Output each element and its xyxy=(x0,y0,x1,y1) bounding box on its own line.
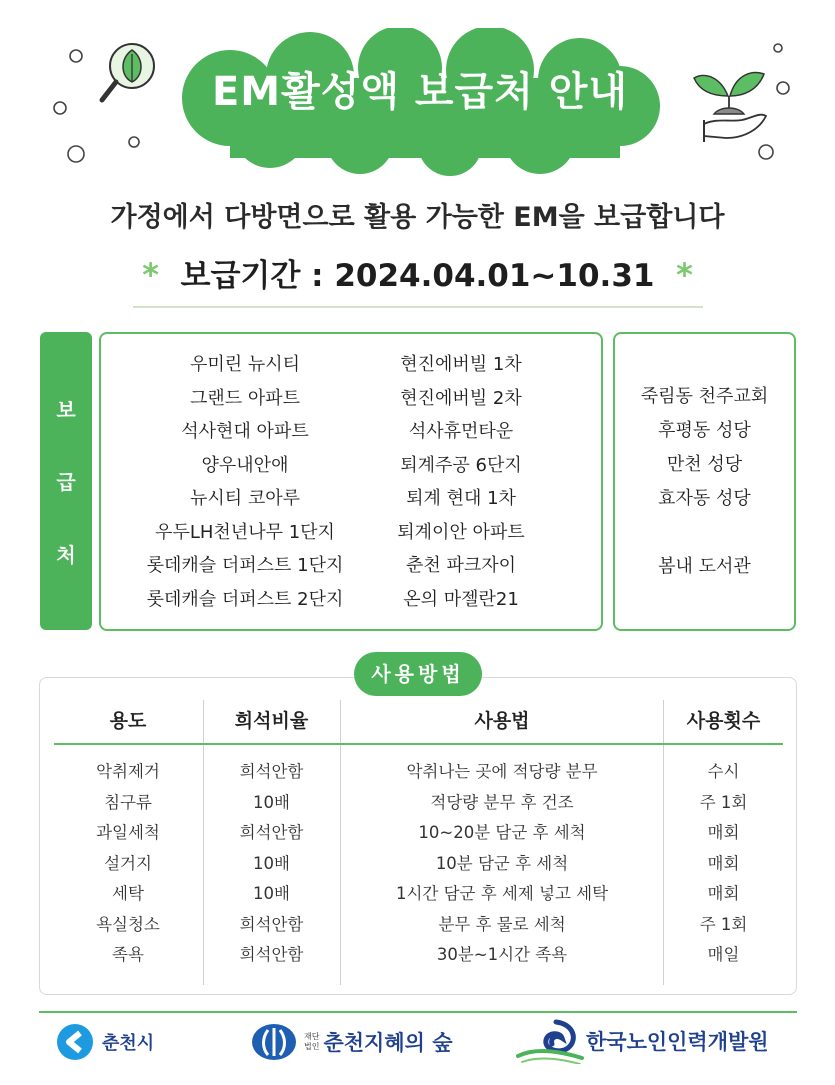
table-cell: 설거지 xyxy=(104,853,152,873)
table-cell: 희석안함 xyxy=(239,762,304,781)
table-cell: 10배 xyxy=(253,884,290,903)
subtitle: 가정에서 다방면으로 활용 가능한 EM을 보급합니다 xyxy=(110,202,725,233)
table-header-purpose: 용도 xyxy=(109,710,147,732)
list-item: 온의 마젤란21 xyxy=(403,588,519,610)
list-item: 양우내안애 xyxy=(201,454,289,476)
list-item: 뉴시티 코아루 xyxy=(189,488,301,509)
table-cell: 분무 후 물로 세척 xyxy=(438,914,566,934)
dilution-column xyxy=(203,757,340,971)
foundation-emblem-icon xyxy=(250,1022,298,1062)
table-cell: 10~20분 담군 후 세척 xyxy=(418,823,586,842)
list-item: 퇴계 현대 1차 xyxy=(406,488,516,509)
apartment-column-right xyxy=(321,348,601,616)
table-cell: 매회 xyxy=(707,853,740,873)
distribution-label-char: 보 xyxy=(56,397,76,422)
foundation-name: 춘천지혜의 숲 xyxy=(323,1031,453,1055)
table-cell: 매회 xyxy=(707,884,740,903)
spacer xyxy=(615,516,794,550)
list-item: 석사현대 아파트 xyxy=(181,421,309,442)
page-title: EM활성액 보급처 안내 xyxy=(211,69,629,115)
table-header-method: 사용법 xyxy=(474,710,530,732)
table-cell: 매일 xyxy=(707,945,740,964)
list-item: 현진에버빌 1차 xyxy=(400,354,522,375)
table-cell: 세탁 xyxy=(112,884,144,903)
method-column xyxy=(341,757,663,971)
table-header-frequency: 사용횟수 xyxy=(686,710,761,732)
frequency-column xyxy=(664,757,783,971)
list-item: 롯데캐슬 더퍼스트 1단지 xyxy=(146,555,344,576)
period-separator: : xyxy=(311,258,324,294)
institute-emblem-icon xyxy=(516,1018,584,1064)
city-logo xyxy=(56,1022,154,1062)
city-name: 춘천시 xyxy=(102,1033,155,1054)
purpose-column xyxy=(54,757,202,971)
table-cell: 주 1회 xyxy=(699,914,748,934)
institute-logo xyxy=(516,1016,769,1066)
table-cell: 악취제거 xyxy=(96,762,160,781)
table-cell: 10분 담군 후 세척 xyxy=(435,853,569,873)
star-icon: * xyxy=(676,256,693,294)
list-item: 퇴계이안 아파트 xyxy=(397,521,525,543)
list-item: 그랜드 아파트 xyxy=(189,387,301,409)
table-cell: 악취나는 곳에 적당량 분무 xyxy=(406,762,598,781)
list-item: 우두LH천년나무 1단지 xyxy=(155,521,335,543)
library-item: 봄내 도서관 xyxy=(658,556,751,577)
apartment-list-box xyxy=(99,332,603,631)
star-icon: * xyxy=(142,256,159,294)
hand-sprout-icon xyxy=(690,62,770,144)
table-cell: 과일세척 xyxy=(96,823,160,842)
distribution-label-char: 처 xyxy=(56,543,76,568)
distribution-label xyxy=(40,332,92,630)
usage-heading: 사용방법 xyxy=(354,652,482,696)
table-cell: 10배 xyxy=(253,853,290,873)
list-item: 퇴계주공 6단지 xyxy=(400,454,522,476)
period-dates: 2024.04.01~10.31 xyxy=(334,258,655,294)
supply-period xyxy=(0,250,835,295)
list-item: 우미린 뉴시티 xyxy=(189,354,301,375)
period-label: 보급기간 xyxy=(180,258,301,294)
list-item: 롯데캐슬 더퍼스트 2단지 xyxy=(146,588,344,610)
list-item: 춘천 파크자이 xyxy=(405,555,517,576)
divider xyxy=(133,306,703,308)
footer-divider xyxy=(39,1011,797,1013)
distribution-label-char: 급 xyxy=(56,470,76,495)
list-item: 효자동 성당 xyxy=(658,488,751,509)
foundation-logo xyxy=(250,1020,453,1064)
table-cell: 희석안함 xyxy=(239,823,304,842)
foundation-type-1: 재단 xyxy=(304,1032,320,1041)
foundation-type-2: 법인 xyxy=(304,1042,320,1051)
foundation-type xyxy=(304,1032,319,1052)
other-places-box xyxy=(613,332,796,631)
table-cell: 욕실청소 xyxy=(96,914,160,934)
table-cell: 30분~1시간 족욕 xyxy=(436,945,568,964)
table-cell: 적당량 분무 후 건조 xyxy=(430,792,574,812)
table-cell: 주 1회 xyxy=(699,792,748,812)
table-cell: 희석안함 xyxy=(239,945,304,964)
list-item: 후평동 성당 xyxy=(658,420,751,441)
list-item: 석사휴먼타운 xyxy=(408,421,514,442)
table-cell: 희석안함 xyxy=(239,914,304,934)
list-item: 만천 성당 xyxy=(666,454,743,475)
list-item: 현진에버빌 2차 xyxy=(400,387,522,409)
institute-name: 한국노인인력개발원 xyxy=(586,1030,769,1054)
table-cell: 1시간 담군 후 세제 넣고 세탁 xyxy=(395,884,609,903)
table-cell: 매회 xyxy=(707,823,740,842)
table-header-dilution: 희석비율 xyxy=(234,710,309,732)
city-emblem-icon xyxy=(56,1023,94,1061)
table-cell: 10배 xyxy=(253,792,290,812)
other-places-list xyxy=(615,380,794,584)
table-cell: 수시 xyxy=(707,762,740,781)
table-cell: 족욕 xyxy=(112,945,144,964)
table-cell: 침구류 xyxy=(104,792,152,812)
list-item: 죽림동 천주교회 xyxy=(640,386,769,407)
magnifier-leaf-icon xyxy=(92,38,162,116)
header-divider xyxy=(54,743,783,745)
